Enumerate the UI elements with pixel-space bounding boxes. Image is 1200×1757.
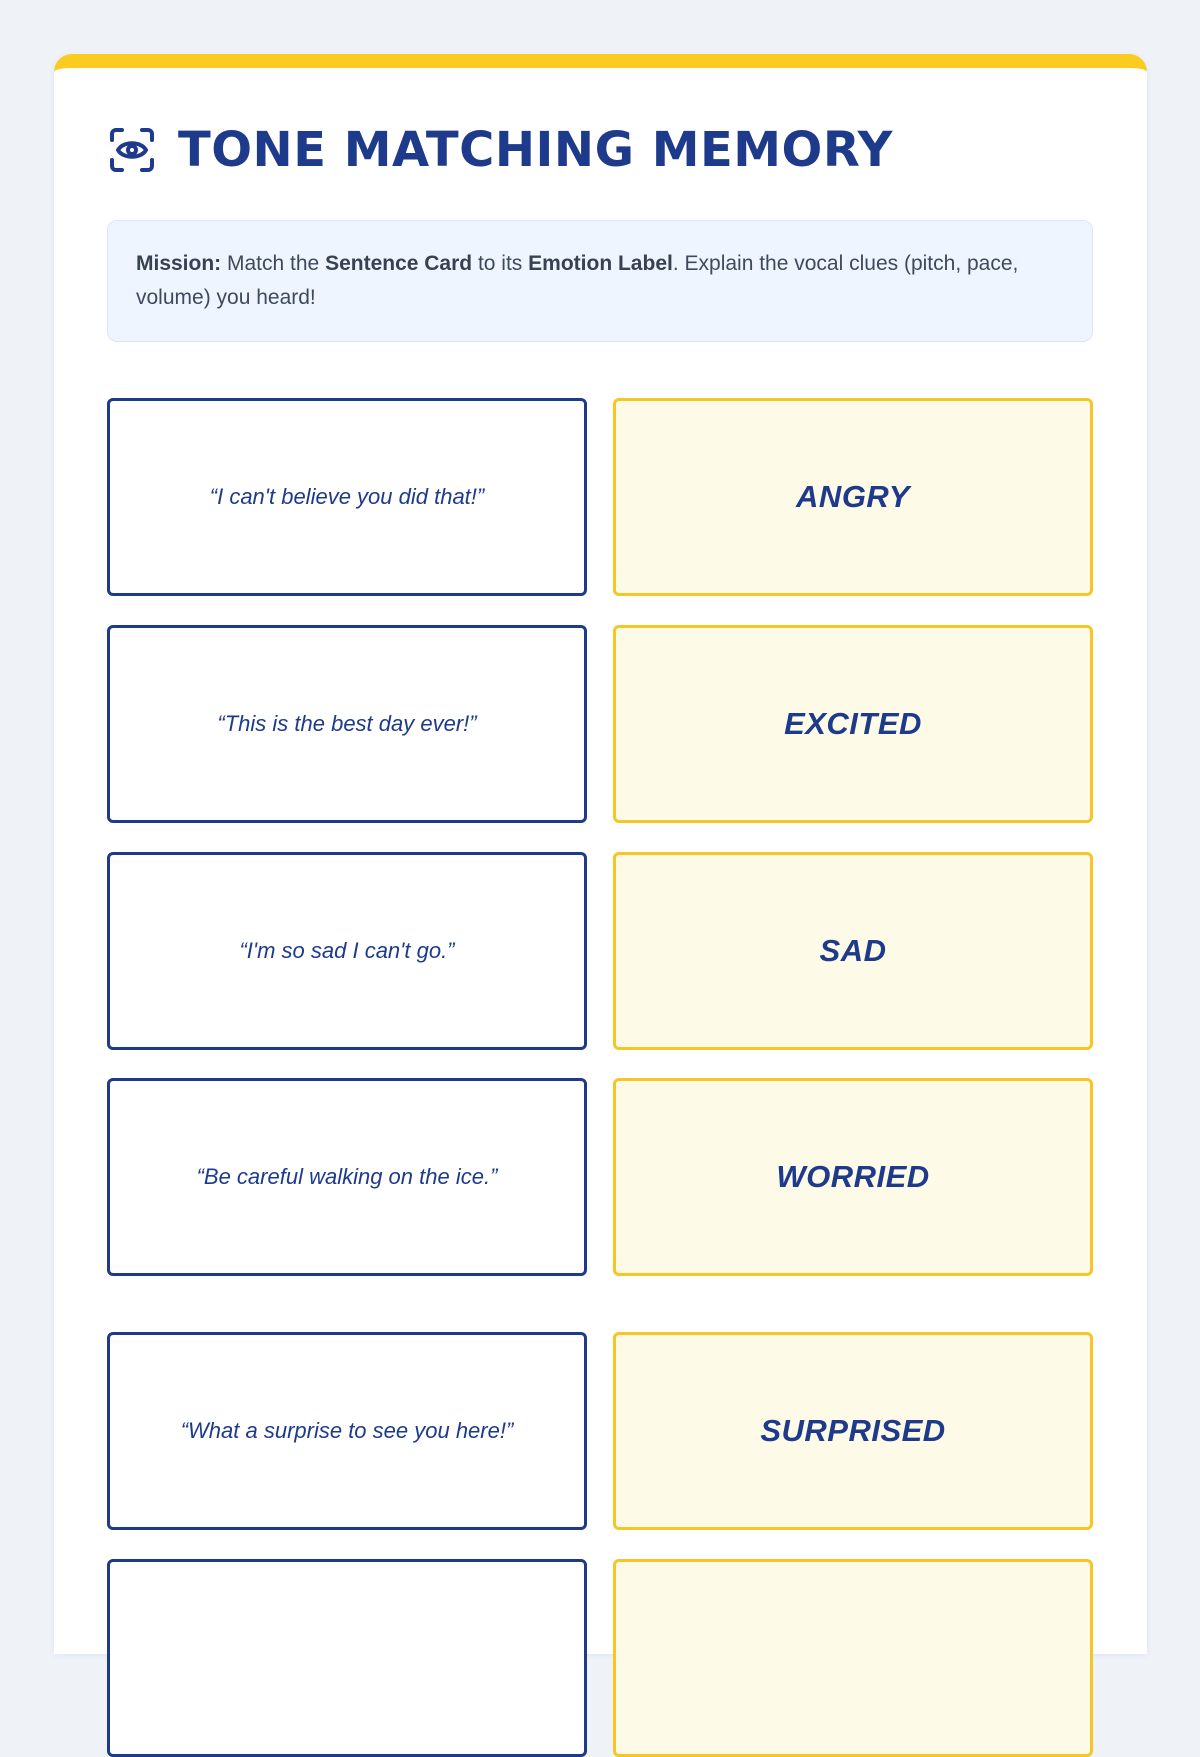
worksheet-panel [54, 54, 1147, 1654]
mission-text-1: Match the [221, 252, 326, 275]
mission-sentence-term: Sentence Card [325, 252, 473, 275]
sentence-card-text: “I can't believe you did that!” [209, 484, 485, 509]
mission-box [107, 220, 1093, 342]
emotion-card-label: SURPRISED [760, 1413, 946, 1448]
sentence-card[interactable] [107, 398, 587, 596]
sentence-card[interactable] [107, 1078, 587, 1276]
mission-text-2: to its [472, 252, 529, 275]
mission-lead: Mission: [136, 252, 222, 275]
mission-text-3: . Explain the vocal clues (pitch, pace, volume) you heard! [136, 252, 1019, 309]
page-header [108, 120, 893, 180]
emotion-card-label: WORRIED [776, 1159, 930, 1194]
emotion-card-label: SAD [819, 933, 887, 968]
page-title: TONE MATCHING MEMORY [178, 122, 893, 178]
emotion-card[interactable] [613, 398, 1093, 596]
emotion-card[interactable] [613, 1559, 1093, 1757]
emotion-card-label: EXCITED [784, 706, 922, 741]
sentence-card-text: “What a surprise to see you here!” [180, 1418, 514, 1443]
sentence-card-text: “I'm so sad I can't go.” [239, 938, 455, 963]
sentence-card[interactable] [107, 1332, 587, 1530]
emotion-card[interactable] [613, 625, 1093, 823]
emotion-card[interactable] [613, 1332, 1093, 1530]
sentence-card[interactable] [107, 625, 587, 823]
sentence-card[interactable] [107, 1559, 587, 1757]
eye-scan-icon [108, 126, 156, 174]
emotion-card[interactable] [613, 1078, 1093, 1276]
emotion-card[interactable] [613, 852, 1093, 1050]
mission-emotion-term: Emotion Label [528, 252, 673, 275]
emotion-card-label: ANGRY [796, 479, 910, 514]
sentence-card-text: “This is the best day ever!” [217, 711, 477, 736]
sentence-card-text: “Be careful walking on the ice.” [196, 1164, 498, 1189]
sentence-card[interactable] [107, 852, 587, 1050]
